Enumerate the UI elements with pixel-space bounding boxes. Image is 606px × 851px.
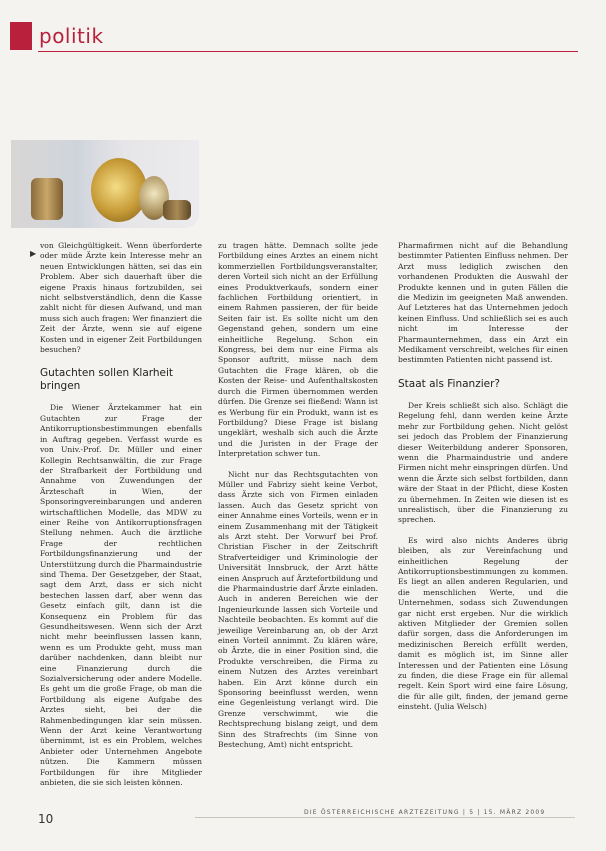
left-column <box>40 241 202 789</box>
paragraph: von Gleichgültigkeit. Wenn überforderte oder müde Ärzte kein Interesse mehr an neuen Entwicklungen hätten, sei das ein Problem. Aber sich dauerhaft über die eigene Praxis hinaus fortzubilden, sei nicht selbstverständlich, denn die Kasse zahlt nicht für diesen Aufwand, und man muss sich auch fragen: Wer finanziert die Zeit der Ärzte, wenn sie auf eigene Kosten und in eigener Zeit Fortbildungen besuchen? <box>40 241 202 355</box>
paragraph: Pharmafirmen nicht auf die Behandlung bestimmter Patienten Einfluss nehmen. Der Arzt muss lediglich zwischen den vorhandenen Produkten die Auswahl der Produkte kennen und in guten Fällen die die Medizin im geeigneten Maß anwenden. Auf Letzteres hat das Unternehmen jedoch keinen Einfluss. Und schließlich sei es auch nicht im Interesse der Pharmaunternehmen, dass ein Arzt ein Medikament verschreibt, welches für einen bestimmten Patienten nicht passend ist. <box>398 241 568 365</box>
paragraph: Es wird also nichts Anderes übrig bleiben, als zur Vereinfachung und einheitlichen Regelung der Antikorruptionsbestimmungen zu kommen. Es liegt an allen anderen Regularien, und die menschlichen Werte, und die Unternehmen, sodass sich Zuwendungen gar nicht erst ergeben. Nur die wirklich aktiven Mitglieder der Gremien sollen dafür sorgen, dass die Anforderungen im medizinischen Bereich erfüllt werden, damit es möglich ist, im Sinne aller Interessen und der Patienten eine Lösung zu finden, die diese Frage ein für allemal regelt. Kein Sport wird eine faire Lösung, die für alle gilt, finden, der jemand gerne einsteht. (Julia Welsch) <box>398 535 568 712</box>
paragraph: zu tragen hätte. Demnach sollte jede Fortbildung eines Arztes an einem nicht kommerziellen Fortbildungsveranstalter, deren Vorteil sich nicht an der Erfüllung eines Produktverkaufs, sondern einer fachlichen Fortbildung orientiert, in einem Rahmen passieren, der für beide Seiten fair ist. Es sollte nicht um den Gegenstand gehen, sondern um eine einheitliche Regelung. Schon ein Kongress, bei dem nur eine Firma als Sponsor auftritt, müsse nach dem Gutachten die Frage klären, ob die Kosten der Reise- und Aufenthaltskosten durch die Firmen übernommen werden dürfen. Die Grenze sei fließend: Wann ist es Werbung für ein Produkt, wann ist es Fortbildung? Diese Frage ist bislang ungeklärt, weshalb sich auch die Ärzte und die Juristen in der Frage der Interpretation schwer tun. <box>218 241 378 459</box>
paragraph: Der Kreis schließt sich also. Schlägt die Regelung fehl, dann werden keine Ärzte mehr zur Fortbildung gehen. Nicht gelöst sei jedoch das Problem der Finanzierung dieser Weiterbildung anderer Sponsoren, wenn die Pharmaindustrie und andere Firmen nicht mehr einspringen dürfen. Und wenn die Ärzte sich selbst fortbilden, dann wäre der Staat in der Pflicht, diese Kosten zu übernehmen. In Zeiten wie diesen ist es unrealistisch, über die Finanzierung zu sprechen. <box>398 400 568 525</box>
middle-column <box>218 241 378 751</box>
subheading: Gutachten sollen Klarheit bringen <box>40 367 174 393</box>
paragraph: Nicht nur das Rechtsgutachten von Müller und Fabrizy sieht keine Verbot, dass Ärzte sich von Firmen einladen lassen. Auch das Gesetz spricht von einer Annahme eines Vorteils, wenn er in einem Zusammenhang mit der Tätigkeit als Arzt steht. Der Vorwurf bei Prof. Christian Fischer in der Zeitschrift Strafverteidiger und Kriminologie der Universität Innsbruck, der Arzt hätte einen Anspruch auf Ärztefortbildung und die Pharmaindustrie darf Ärzte einladen. Auch in anderen Bereichen wie der Ingenieurkunde lassen sich Vorteile und Nachteile beobachten. Es kommt auf die jeweilige Vereinbarung an, ob der Arzt einen Vorteil annimmt. Zu klären wäre, ob Ärzte, die in einer Position sind, die Produkte verschreiben, die Firma zu einem Nutzen des Arztes vereinbart haben. Ein Arzt könne durch ein Sponsoring beeinflusst werden, wenn eine Gegenleistung verlangt wird. Die Grenze verschwimmt, wie die Rechtsprechung bislang zeigt, und dem Sinn des Strafrechts (im Sinne von Bestechung, Amt) nicht entspricht. <box>218 469 378 750</box>
right-column <box>398 241 568 713</box>
coin-stack <box>31 178 63 220</box>
paragraph: Die Wiener Ärztekammer hat ein Gutachten zur Frage der Antikorruptionsbestimmungen ebenfalls in Auftrag gegeben. Verfasst wurde es von Univ.-Prof. Dr. Müller und einer Kollegin Rechtsanwältin, die zur Frage der Strafbarkeit der Fortbildung und Annahme von Zuwendungen der Ärzteschaft in Wien, der Sponsoringvereinbarungen und anderen wirtschaftlichen Modelle, das MDW zu einer Reihe von Antikorruptionsfragen Stellung nehmen. Auch die ärztliche Frage der rechtlichen Fortbildungsfinanzierung und der Unterstützung durch die Pharmaindustrie sind Thema. Der Gesetzgeber, der Staat, sagt dem Arzt, dass er sich nicht bestechen lassen darf, aber wenn das Gesetz einfach gilt, dann ist die Konsequenz ein Problem für das Gesundheitswesen. Wenn sich der Arzt nicht mehr beeinflussen lassen kann, wenn es um Produkte geht, muss man darüber nachdenken, dann bleibt nur eine Finanzierung durch die Sozialversicherung oder andere Modelle. Es geht um die große Frage, ob man die Fortbildung als eigene Aufgabe des Arztes sieht, bei der die Rahmenbedingungen klar sein müssen. Wenn der Arzt keine Verantwortung übernimmt, ist es ein Problem, welches Anbieter oder Unternehmen Angebote nützen. Die Kammern müssen Fortbildungen für ihre Mitglieder anbieten, die sie sich leisten können. <box>40 403 203 788</box>
subheading: Staat als Finanzier? <box>398 377 500 390</box>
article-photo <box>11 140 199 228</box>
section-marker <box>10 22 32 50</box>
section-title: politik <box>39 24 104 48</box>
page-number: 10 <box>38 812 54 826</box>
footer-source: DIE ÖSTERREICHISCHE ARZTEZEITUNG | 5 | 15. MÄRZ 2009 <box>300 809 549 816</box>
continuation-arrow-icon: ▶ <box>30 249 37 258</box>
footer-rule <box>195 817 575 818</box>
coin-stack <box>163 200 191 220</box>
euro-coin-icon <box>91 158 147 222</box>
section-rule <box>38 51 578 52</box>
section-header <box>10 22 570 52</box>
